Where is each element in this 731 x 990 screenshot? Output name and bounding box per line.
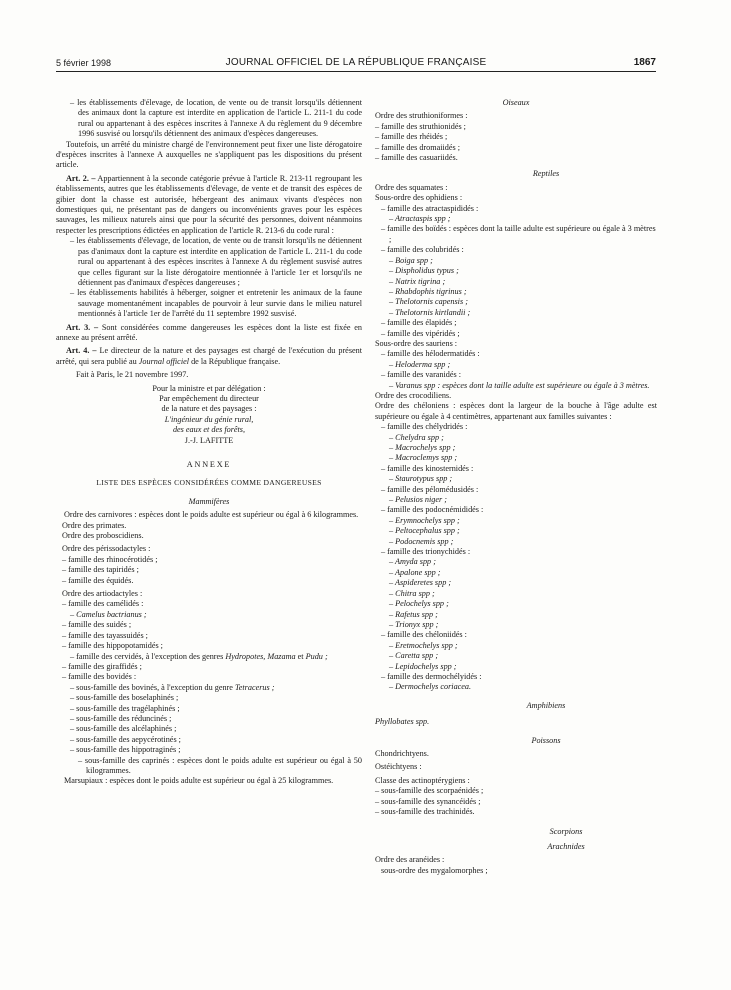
list-item: – Lepidochelys spp ; [389, 661, 457, 671]
item-text: et [297, 651, 304, 661]
section-heading: Arachnides [547, 841, 585, 851]
list-item: – Staurotypus spp ; [389, 474, 453, 484]
list-item: – Macroclemys spp ; [389, 453, 458, 463]
list-item: Classe des actinoptérygiens : [375, 775, 470, 785]
genus-name: Tetracerus ; [234, 682, 275, 692]
list-item: Ordre des carnivores : espèces dont le poids adulte est supérieur ou égal à 6 kilogrammes. [64, 510, 359, 520]
list-item: – famille des colubridés : [381, 245, 464, 255]
list-item: – famille des struthionidés ; [375, 121, 466, 131]
signatory-name: J.-J. LAFITTE [184, 435, 234, 445]
section-heading: Mammifères [188, 496, 230, 506]
article-2 [56, 174, 362, 236]
section-heading: Reptiles [532, 169, 560, 179]
list-item: – famille des rhéidés ; [375, 132, 448, 142]
list-item: – famille des vipéridés ; [381, 328, 460, 338]
list-item: – famille des varanidés : [381, 370, 462, 380]
article-text: Sont considérées comme dangereuses les espèces dont la liste est fixée en annexe au présent arrêté. [56, 322, 362, 342]
list-item: – famille des équidés. [62, 575, 134, 585]
list-item: Ordre des crocodiliens. [375, 390, 452, 400]
list-item: Ordre des artiodactyles : [62, 589, 143, 599]
list-item: – famille des atractaspididés : [381, 203, 479, 213]
signature-line: L'ingénieur du génie rural, [164, 414, 254, 424]
journal-name: Journal officiel [138, 356, 190, 366]
list-item: – Caretta spp ; [389, 651, 439, 661]
list-item: Ordre des aranéides : [375, 855, 445, 865]
list-item: – Chitra spp ; [389, 588, 435, 598]
page-number: 1867 [633, 57, 656, 68]
list-item: Chondrichtyens. [375, 748, 429, 758]
list-item: – famille des hélodermatidés : [381, 349, 480, 359]
list-item: – famille des giraffidés ; [62, 661, 142, 671]
list-item: Ostéichtyens : [375, 762, 422, 772]
list-item: – sous-famille des hippotraginés ; [70, 745, 181, 755]
section-heading: Scorpions [549, 827, 583, 837]
article-label: Art. 2. – [66, 173, 96, 183]
list-item: – Chelydra spp ; [389, 432, 444, 442]
list-item: – famille des tapiridés ; [62, 565, 139, 575]
annex-title: ANNEXE [186, 460, 232, 469]
list-item: – Thelotornis kirtlandii ; [389, 307, 471, 317]
signature-line: de la nature et des paysages : [161, 404, 257, 414]
list-item: Ordre des proboscidiens. [62, 531, 144, 541]
list-item: – Camelus bactrianus ; [70, 609, 147, 619]
paragraph: – les établissements d'élevage, de location, de vente ou de transit lorsqu'ils détiennent des animaux dont la capture est interdite en application de l'article L. 211-1 du code rural ou appartenant à des espèces inscrites à l'annexe A du règlement du 9 décembre 1996 susvisé ou lorsqu'ils détiennent des animaux d'espèces dangereuses. [70, 98, 362, 139]
list-item: – sous-famille des alcélaphinés ; [70, 724, 177, 734]
article-label: Art. 3. – [66, 322, 99, 332]
list-item: – famille des kinosternidés : [381, 463, 474, 473]
date-line: Fait à Paris, le 21 novembre 1997. [76, 370, 189, 380]
left-column [56, 98, 362, 787]
signature-line: Pour la ministre et par délégation : [152, 383, 266, 393]
list-item: – Boiga spp ; [389, 255, 433, 265]
article-4 [56, 346, 362, 367]
list-item [56, 683, 362, 693]
list-item: – Pelusios niger ; [389, 495, 447, 505]
list-item: – les établissements habilités à héberger, soigner et entretenir les animaux de la faune sauvage momentanément incapables de pourvoir à leur survie dans le milieu naturel mentionnés à l'article 1er de l'arrêté du 11 septembre 1992 susvisé. [70, 288, 362, 319]
list-item: – famille des élapidés ; [381, 318, 457, 328]
list-item: – Varanus spp : espèces dont la taille adulte est supérieure ou égale à 3 mètres. [389, 380, 650, 390]
list-item: – famille des rhinocérotidés ; [62, 554, 158, 564]
list-item: – Rafetus spp ; [389, 609, 438, 619]
list-item: Ordre des squamates : [375, 182, 448, 192]
page-header [56, 58, 656, 72]
genus-name: Pudu ; [305, 651, 328, 661]
list-item: – Dispholidus typus ; [389, 266, 459, 276]
section-heading: Poissons [531, 735, 561, 745]
list-item: Phyllobates spp. [375, 717, 430, 727]
list-item: – sous-famille des aepycérotinés ; [70, 734, 181, 744]
list-item: – Pelochelys spp ; [389, 599, 449, 609]
list-item: – les établissements d'élevage, de location, de vente ou de transit lorsqu'ils ne détiennent pas d'animaux dont la capture est interdite en application de l'article L. 211-1 du code rural ou appartenant à des espèces inscrites à l'annexe A du règlement susvisé autres que celles figurant sur la liste dérogatoire mentionnée à l'article 1er et lorsqu'ils ne détiennent pas d'animaux d'espèces dangereuses ; [70, 236, 362, 287]
list-item: – famille des pélomédusidés : [381, 484, 479, 494]
list-item: – Dermochelys coriacea. [389, 682, 472, 692]
list-item: – sous-famille des synancéidés ; [375, 796, 481, 806]
list-item: – sous-famille des caprinés : espèces dont le poids adulte est supérieur ou égal à 50 kilogrammes. [78, 755, 362, 775]
paragraph: Toutefois, un arrêté du ministre chargé de l'environnement peut fixer une liste dérogatoire d'espèces inscrites à l'annexe A auxquelles ne s'appliquent pas les dispositions du présent article. [56, 139, 362, 170]
list-item: – famille des hippopotamidés ; [62, 641, 163, 651]
list-item: – famille des casuariidés. [375, 153, 458, 163]
list-item: – Peltocephalus spp ; [389, 526, 460, 536]
list-item: Sous-ordre des sauriens : [375, 338, 458, 348]
list-item: – famille des trionychidés : [381, 547, 471, 557]
list-item: – famille des podocnémididés : [381, 505, 484, 515]
section-heading: Amphibiens [526, 700, 566, 710]
list-item: – sous-famille des tragélaphinés ; [70, 703, 180, 713]
list-item: – Thelotornis capensis ; [389, 297, 468, 307]
list-item: – famille des chélydridés : [381, 422, 468, 432]
article-text: Le directeur de la nature et des paysages est chargé de l'exécution du présent arrêté, qui sera publié au [56, 346, 363, 366]
list-item: – Trionyx spp ; [389, 619, 439, 629]
list-item: – sous-famille des scorpaénidés ; [375, 786, 484, 796]
list-item: Sous-ordre des ophidiens : [375, 193, 463, 203]
list-item: – Podocnemis spp ; [389, 536, 454, 546]
list-item: – famille des dermochélyidés : [381, 671, 482, 681]
list-item [56, 652, 362, 662]
list-item: – Amyda spp ; [389, 557, 436, 567]
list-item: Ordre des chéloniens : espèces dont la largeur de la bouche à l'âge adulte est supérieure ou égale à 4 centimètres, appartenant aux familles suivantes : [375, 401, 657, 421]
article-text: de la République française. [191, 356, 281, 366]
article-3 [56, 323, 362, 344]
list-item: – famille des camélidés : [62, 599, 144, 609]
list-item: – famille des tayassuidés ; [62, 630, 148, 640]
signature-block [56, 384, 362, 446]
header-date: 5 février 1998 [56, 58, 112, 68]
header-rule [56, 71, 656, 72]
list-item: – famille des chéloniidés : [381, 630, 467, 640]
journal-title: JOURNAL OFFICIEL DE LA RÉPUBLIQUE FRANÇAISE [225, 57, 487, 68]
list-item: – famille des bovidés : [62, 672, 137, 682]
signature-line: des eaux et des forêts, [172, 425, 246, 435]
list-item: – Heloderma spp ; [389, 359, 451, 369]
list-item: – famille des suidés ; [62, 620, 132, 630]
annex-subtitle: LISTE DES ESPÈCES CONSIDÉRÉES COMME DANGEREUSES [96, 478, 322, 488]
list-item: – sous-famille des boselaphinés ; [70, 693, 179, 703]
genus-name: Hydropotes, Mazama [225, 651, 296, 661]
list-item: – Macrochelys spp ; [389, 443, 456, 452]
list-item: – famille des boïdés : espèces dont la taille adulte est supérieure ou égale à 3 mètres ; [381, 224, 656, 244]
list-item: Ordre des struthioniformes : [375, 111, 468, 121]
right-column [375, 98, 657, 876]
list-item: – Erymnochelys spp ; [389, 515, 460, 525]
list-item: – Eretmochelys spp ; [389, 640, 458, 650]
article-text: Appartiennent à la seconde catégorie prévue à l'article R. 213-11 regroupant les établissements, autres que les établissements d'élevage, de vente et de transit des espèces de gibier dont la chasse est autorisée, hébergeant des animaux vivants d'espèces non domestiques qui, ne présentant pas de dangers ou inconvénients graves pour les espèces sauvages, les milieux naturels ainsi que pour la sécurité des personnes, doivent néanmoins respecter les prescriptions édictées en application de l'article R. 213-6 du code rural : [56, 173, 362, 235]
list-item: – Rhabdophis tigrinus ; [389, 286, 467, 296]
list-item: Ordre des primates. [62, 520, 127, 530]
list-item: – Apalone spp ; [389, 567, 441, 577]
list-item: – Natrix tigrina ; [389, 276, 446, 286]
list-item: Ordre des périssodactyles : [62, 544, 151, 554]
signature-line: Par empêchement du directeur [159, 393, 259, 403]
list-item: Marsupiaux : espèces dont le poids adulte est supérieur ou égal à 25 kilogrammes. [64, 776, 334, 786]
list-item: sous-ordre des mygalomorphes ; [381, 865, 488, 875]
list-item: – Aspideretes spp ; [389, 578, 452, 588]
list-item: – Atractaspis spp ; [389, 214, 451, 224]
list-item: – famille des dromaiidés ; [375, 142, 461, 152]
section-heading: Oiseaux [502, 98, 530, 107]
article-label: Art. 4. – [66, 346, 97, 356]
list-item: – sous-famille des réduncinés ; [70, 713, 172, 723]
item-text: – famille des cervidés, à l'exception des genres [70, 651, 224, 661]
list-item: – sous-famille des trachinidés. [375, 807, 475, 816]
item-text: – sous-famille des bovinés, à l'exception du genre [70, 682, 233, 692]
